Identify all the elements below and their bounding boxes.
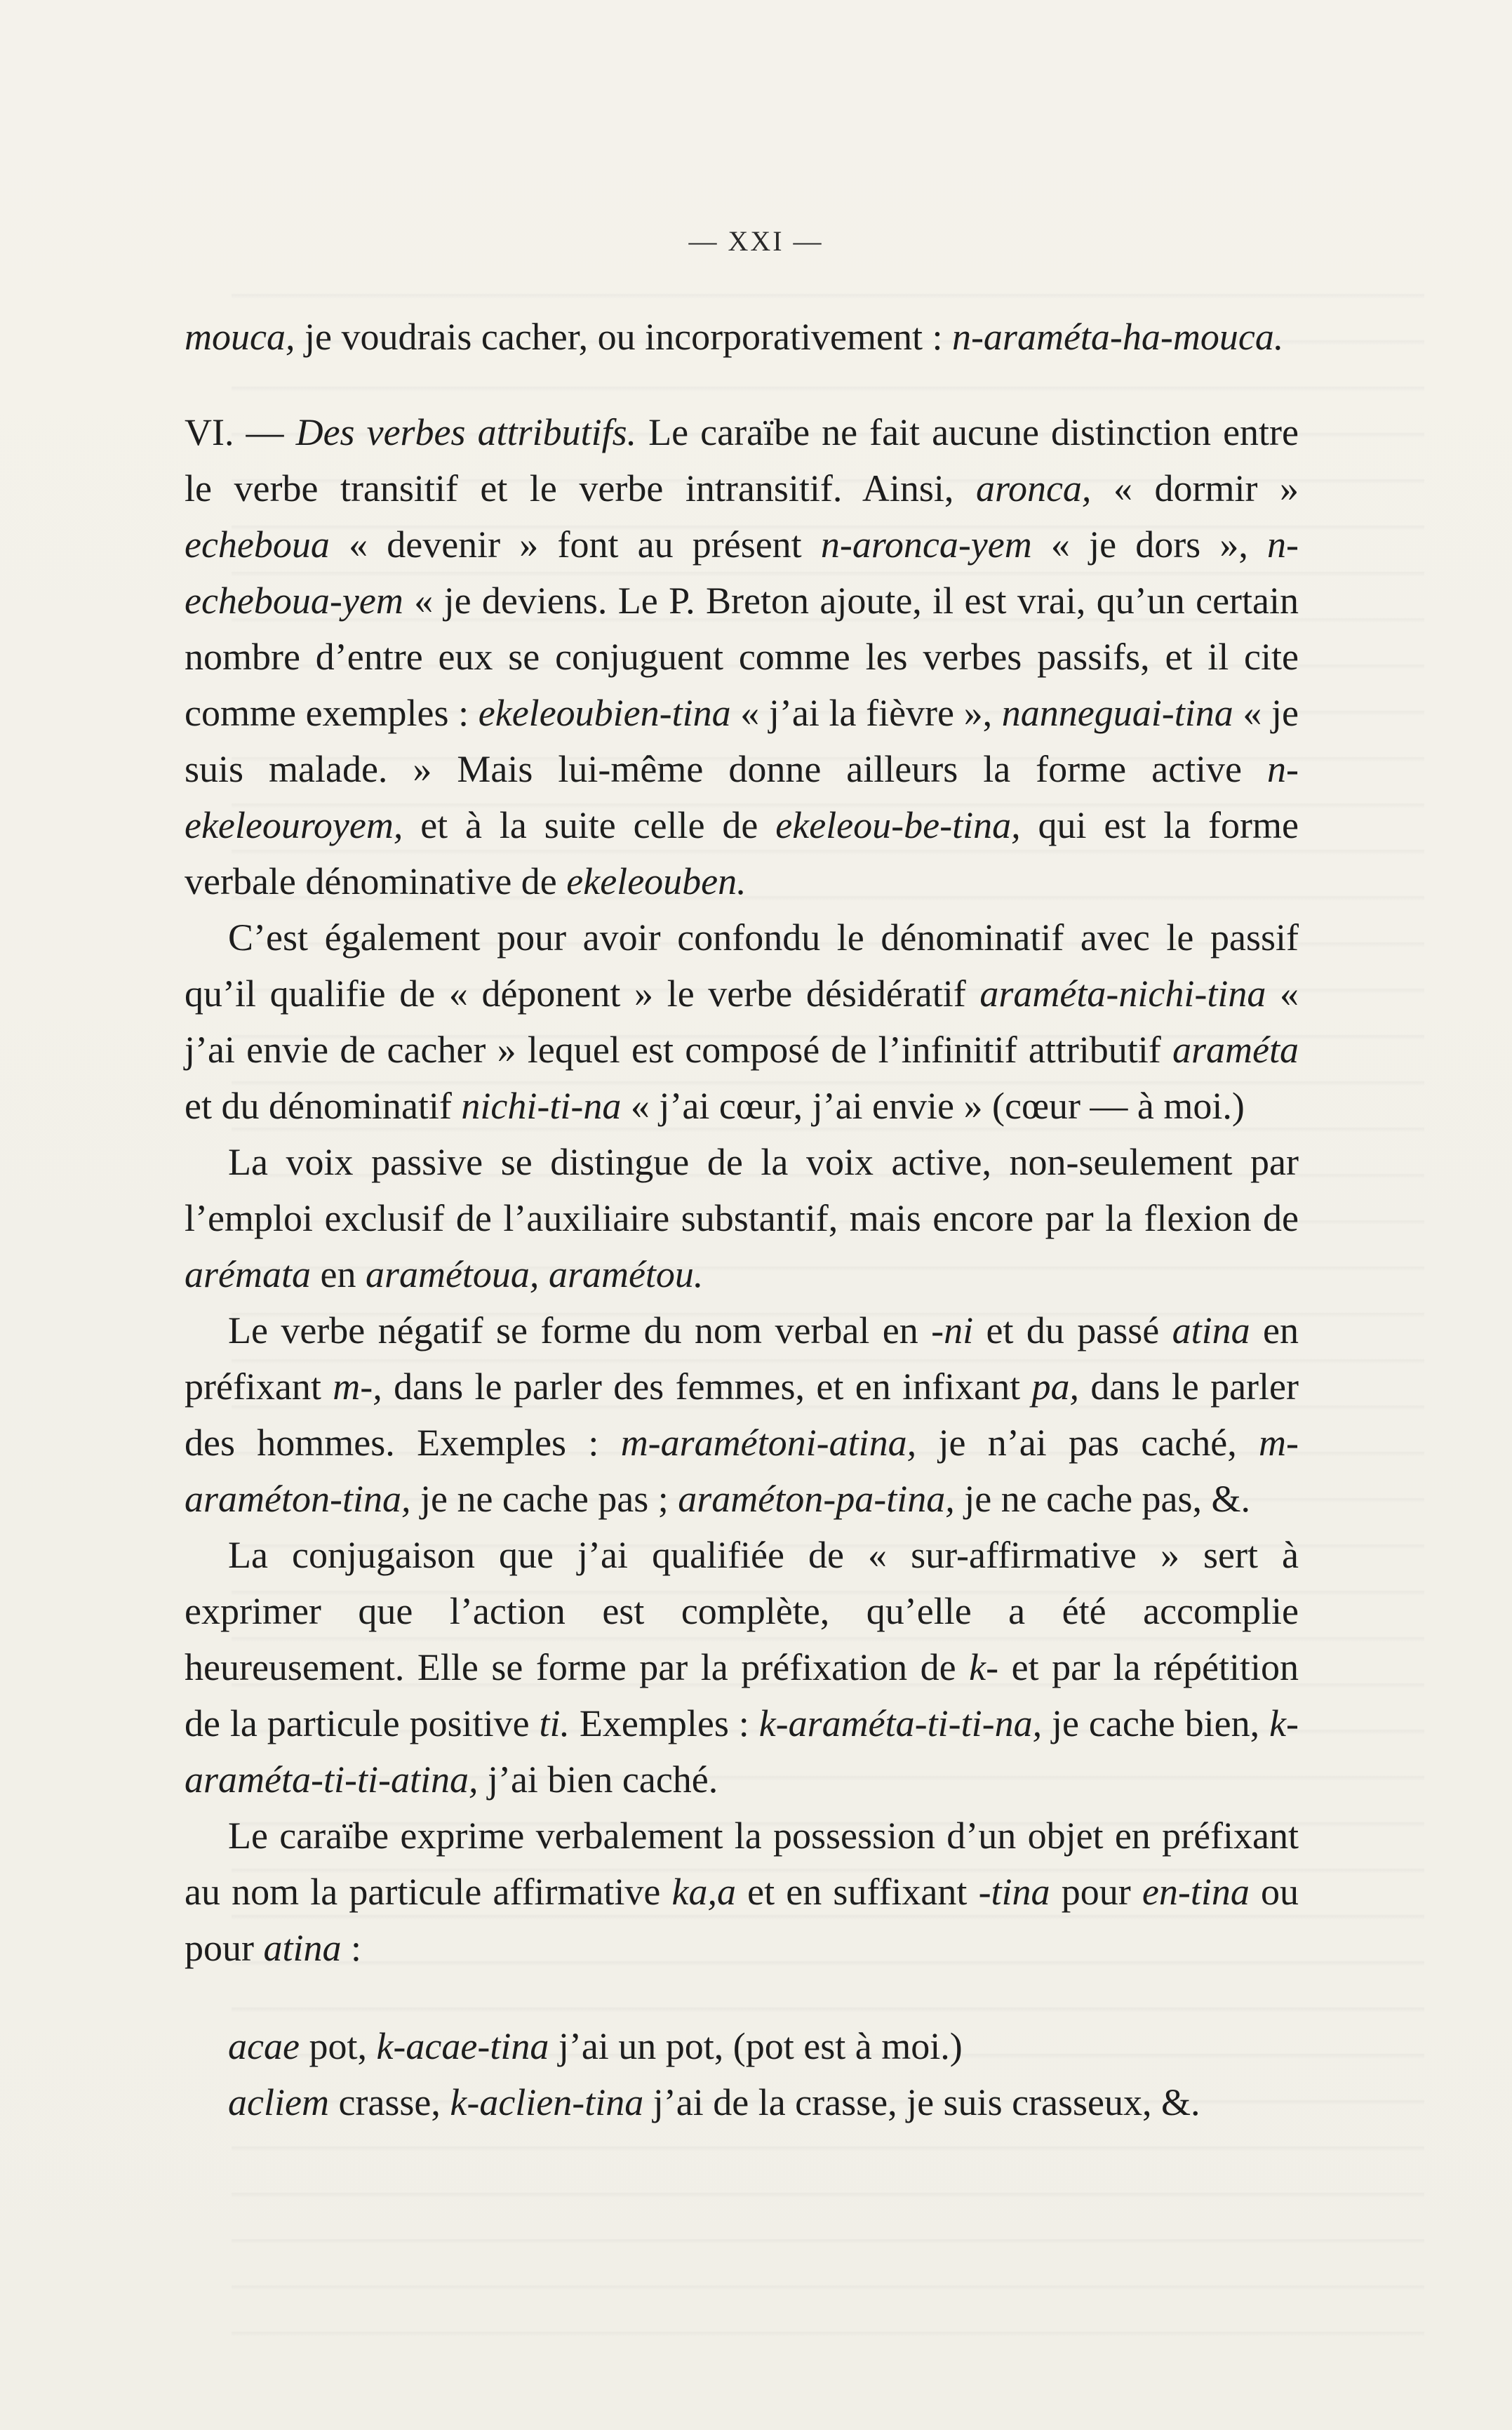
italic-term: echeboua [185, 523, 330, 566]
italic-term: araméta [1172, 1029, 1299, 1071]
italic-term: ti. [539, 1702, 570, 1744]
text-run: ou pour [185, 1871, 1299, 1969]
text-run: : [341, 1927, 362, 1969]
italic-term: acae [228, 2025, 300, 2067]
italic-term: acliem [228, 2081, 329, 2123]
italic-term: k-aclien-tina [450, 2081, 644, 2123]
italic-term: ekeleouben. [566, 860, 747, 902]
text-run: « dormir » [1091, 467, 1299, 509]
text-run: je voudrais cacher, ou incorporativement : [295, 316, 952, 358]
italic-term: aramétou. [548, 1253, 704, 1295]
text-run: je n’ai pas caché, [916, 1422, 1259, 1464]
italic-term: -tina [978, 1871, 1050, 1913]
italic-term: ka,a [671, 1871, 736, 1913]
text-run: et à la suite celle de [403, 804, 776, 846]
text-run: je cache bien, [1042, 1702, 1270, 1744]
italic-term: k-araméta-ti-ti-na, [758, 1702, 1043, 1744]
text-run: C’est également pour avoir confondu le dénominatif avec le passif qu’il qualifie de « déponent » le verbe désidératif [185, 916, 1299, 1015]
italic-term: n-echeboua-yem [185, 523, 1299, 622]
italic-term: Des verbes attributifs. [295, 411, 637, 453]
italic-term: n-aronca-yem [820, 523, 1032, 566]
italic-term: m-aramétoni-atina, [620, 1422, 917, 1464]
italic-term: atina [1172, 1309, 1250, 1351]
italic-term: arémata [185, 1253, 311, 1295]
example-line [185, 2074, 1299, 2130]
italic-term: k-acae-tina [376, 2025, 549, 2067]
text-run: et du dénominatif [185, 1085, 462, 1127]
text-run: j’ai un pot, (pot est à moi.) [549, 2025, 963, 2067]
text-run: Le caraïbe ne fait aucune distinction entre le verbe transitif et le verbe intransitif. Ainsi, [185, 411, 1299, 509]
text-run: et du passé [973, 1309, 1172, 1351]
text-run: Le verbe négatif se forme du nom verbal en [228, 1309, 932, 1351]
text-column [185, 309, 1299, 2130]
text-run: crasse, [328, 2081, 450, 2123]
italic-term: ekeleou-be-tina, [775, 804, 1021, 846]
italic-term: aramétoua, [365, 1253, 540, 1295]
italic-term: aronca, [975, 467, 1092, 509]
text-run: « je suis malade. » Mais lui-même donne ailleurs la forme active [185, 692, 1299, 790]
italic-term: mouca, [185, 316, 295, 358]
section-vi-paragraph [185, 404, 1299, 909]
italic-term: -ni [931, 1309, 974, 1351]
italic-term: araméta-nichi-tina [979, 973, 1266, 1015]
text-run [539, 1253, 549, 1295]
italic-term: nichi-ti-na [461, 1085, 622, 1127]
italic-term: atina [263, 1927, 342, 1969]
text-run: Le caraïbe exprime verbalement la possession d’un objet en préfixant au nom la particule affirmative [185, 1815, 1299, 1913]
paragraph-sur-affirmative [185, 1527, 1299, 1808]
text-run: « j’ai envie de cacher » lequel est composé de l’infinitif attributif [185, 973, 1299, 1071]
italic-term: nanneguai-tina [1001, 692, 1233, 734]
italic-term: k- [969, 1646, 999, 1688]
text-run: je ne cache pas ; [410, 1478, 678, 1520]
italic-term: en-tina [1142, 1871, 1250, 1913]
text-run: pot, [299, 2025, 377, 2067]
text-run: en [310, 1253, 366, 1295]
text-run: en préfixant [185, 1309, 1299, 1408]
text-run: qui est la forme verbale dénominative de [185, 804, 1299, 902]
text-run: dans le parler des femmes, et en infixant [382, 1366, 1032, 1408]
paragraph-passive-voice [185, 1134, 1299, 1302]
text-run: « j’ai cœur, j’ai envie » (cœur — à moi.) [621, 1085, 1245, 1127]
text-run: « devenir » font au présent [329, 523, 821, 566]
paragraph-negative-verb [185, 1302, 1299, 1527]
italic-term: pa, [1031, 1366, 1079, 1408]
paragraph-continuation [185, 309, 1299, 365]
example-line [185, 2018, 1299, 2074]
text-run: dans le parler des hommes. Exemples : [185, 1366, 1299, 1464]
text-run: La conjugaison que j’ai qualifiée de « sur-affirmative » sert à exprimer que l’action est complète, qu’elle a été accomplie heureusement. Elle se forme par la préfixation de [185, 1534, 1299, 1688]
page-number: — XXI — [688, 225, 824, 257]
italic-term: m-, [333, 1366, 382, 1408]
text-run: VI. — [185, 411, 296, 453]
italic-term: m-araméton-tina, [185, 1422, 1299, 1520]
text-run: « j’ai la fièvre », [730, 692, 1002, 734]
italic-term: k-araméta-ti-ti-atina, [185, 1702, 1299, 1801]
text-run: et par la répétition de la particule positive [185, 1646, 1299, 1744]
text-run: « je dors », [1031, 523, 1268, 566]
text-run: j’ai de la crasse, je suis crasseux, &. [643, 2081, 1200, 2123]
paragraph-deponent [185, 909, 1299, 1134]
italic-term: ekeleoubien-tina [478, 692, 731, 734]
italic-term: araméton-pa-tina, [678, 1478, 955, 1520]
italic-term: n-ekeleouroyem, [185, 748, 1299, 846]
italic-term: n-araméta-ha-mouca. [951, 316, 1284, 358]
paragraph-possession [185, 1808, 1299, 1976]
text-run: Exemples : [570, 1702, 759, 1744]
text-run: et en suffixant [736, 1871, 979, 1913]
text-run: j’ai bien caché. [478, 1758, 718, 1801]
text-run: je ne cache pas, &. [954, 1478, 1251, 1520]
text-run: « je deviens. Le P. Breton ajoute, il est vrai, qu’un certain nombre d’entre eux se conjuguent comme les verbes passifs, et il cite comme exemples : [185, 580, 1299, 734]
text-run: pour [1050, 1871, 1142, 1913]
text-run: La voix passive se distingue de la voix active, non-seulement par l’emploi exclusif de l’auxiliaire substantif, mais encore par la flexion de [185, 1141, 1299, 1239]
